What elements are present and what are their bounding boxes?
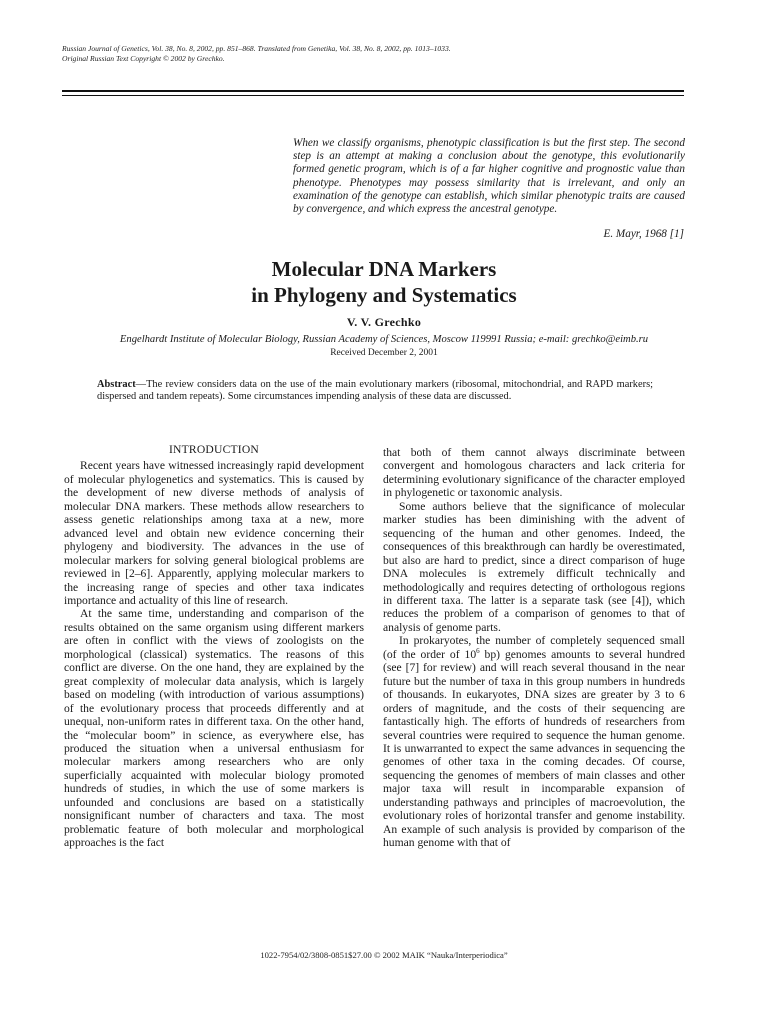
journal-citation: Russian Journal of Genetics, Vol. 38, No. 8, 2002, pp. 851–868. Translated from Genetika, Vol. 38, No. 8, 2002, pp. 1013–1033. <box>62 44 451 53</box>
epigraph-quote: When we classify organisms, phenotypic classification is but the first step. The second step is an attempt at making a conclusion about the genotype, this evolutionarily formed genetic program, which is of a far higher cognitive and prognostic value than phenotype. Phenotypes may possess similarity that is irrelevant, and only an examination of the genotype can establish, which similar phenotypic traits are caused by convergence, and which express the ancestral genotype. <box>293 137 685 216</box>
paragraph: Some authors believe that the significance of molecular marker studies has been diminishing with the advent of sequencing of the human and other genomes. Indeed, the consequences of this breakthrough can hardly be overestimated, but also are hard to predict, since a direct comparison of huge DNA molecules is extremely difficult technically and methodologically and requires detecting of orthologous regions in different taxa. The latter is a separate task (see [4]), which reduces the problem of a comparison of genomes to that of analysis of genome parts. <box>383 499 685 634</box>
title-line-2: in Phylogeny and Systematics <box>251 283 517 307</box>
left-column <box>64 443 364 850</box>
paragraph: that both of them cannot always discriminate between convergent and homologous characters and lack criteria for determining evolutionary significance of the character employed in phylogenetic or taxonomic analysis. <box>383 446 685 500</box>
paragraph-text: In prokaryotes, the number of completely sequenced small (of the order of 10 <box>383 634 685 661</box>
epigraph-author: E. Mayr, 1968 [1] <box>603 228 684 240</box>
exponent: 6 <box>476 646 480 655</box>
abstract <box>97 379 653 404</box>
abstract-label: Abstract <box>97 379 136 390</box>
received-date: Received December 2, 2001 <box>330 348 438 358</box>
section-heading: INTRODUCTION <box>169 443 259 456</box>
author-name: V. V. Grechko <box>346 315 422 329</box>
paragraph <box>383 634 685 849</box>
journal-header <box>62 44 682 63</box>
paragraph-text: bp) genomes amounts to several hundred (see [7] for review) and will reach several thousand in the near future but the number of taxa in this group numbers in hundreds of thousands. In eukaryotes, DNA sizes are greater by 3 to 6 orders of magnitude, and the costs of their sequencing are fantastically high. The efforts of hundreds of researchers from several countries were required to sequence the human genome. It is unwarranted to expect the same advances in sequencing the genomes of other taxa in the coming decades. Of course, sequencing the genomes of members of main classes and other major taxa will result in incomparable expansion of understanding pathways and principles of macroevolution, the evolutionary roles of horizontal transfer and genome instability. An example of such analysis is provided by comparison of the human genome with that of <box>383 647 685 850</box>
copyright-line: Original Russian Text Copyright © 2002 by Grechko. <box>62 53 225 63</box>
abstract-text: —The review considers data on the use of the main evolutionary markers (ribosomal, mitochondrial, and RAPD markers; dispersed and tandem repeats). Some circumstances impending analysis of these data are discussed. <box>97 379 653 403</box>
paragraph: At the same time, understanding and comparison of the results obtained on the same organism using different markers are often in conflict with the views of zoologists on the morphological (classical) systematics. The reasons of this conflict are diverse. On the one hand, they are explained by the great complexity of molecular data analysis, which is largely based on modeling (with introduction of various assumptions) of the evolutionary process that proceeds differently and at unequal, non-uniform rates in different taxa. On the other hand, the “molecular boom” in science, as everywhere else, has produced the situation when a universal enthusiasm for molecular markers among researchers who are only superficially acquainted with molecular biology promoted hundreds of studies, in which the use of some markers is unfounded and conclusions are based on a statistically nonsignificant number of characters and taxa. The most problematic feature of both molecular and morphological approaches is the fact <box>64 607 364 850</box>
header-rule-thin <box>62 95 684 96</box>
author-affiliation: Engelhardt Institute of Molecular Biology, Russian Academy of Sciences, Moscow 119991 Russia; e-mail: grechko@eimb.ru <box>119 334 649 345</box>
article-title <box>0 256 768 308</box>
title-line-1: Molecular DNA Markers <box>271 257 497 281</box>
paragraph: Recent years have witnessed increasingly rapid development of molecular phylogenetics and systematics. This is caused by the development of new diverse methods of analysis of molecular DNA markers. These methods allow researchers to assess genetic relationships among taxa at a new, more advanced level and obtain new evidence concerning their phylogeny and biodiversity. The advances in the use of molecular markers for solving general biological problems are reviewed in [2–6]. Apparently, applying molecular markers to the increasing range of species and other taxa indicates importance and actuality of this line of research. <box>64 459 364 607</box>
header-rule-thick <box>62 90 684 92</box>
right-column <box>383 446 685 850</box>
page-footer: 1022-7954/02/3808-0851$27.00 © 2002 MAIK “Nauka/Interperiodica” <box>260 950 508 960</box>
